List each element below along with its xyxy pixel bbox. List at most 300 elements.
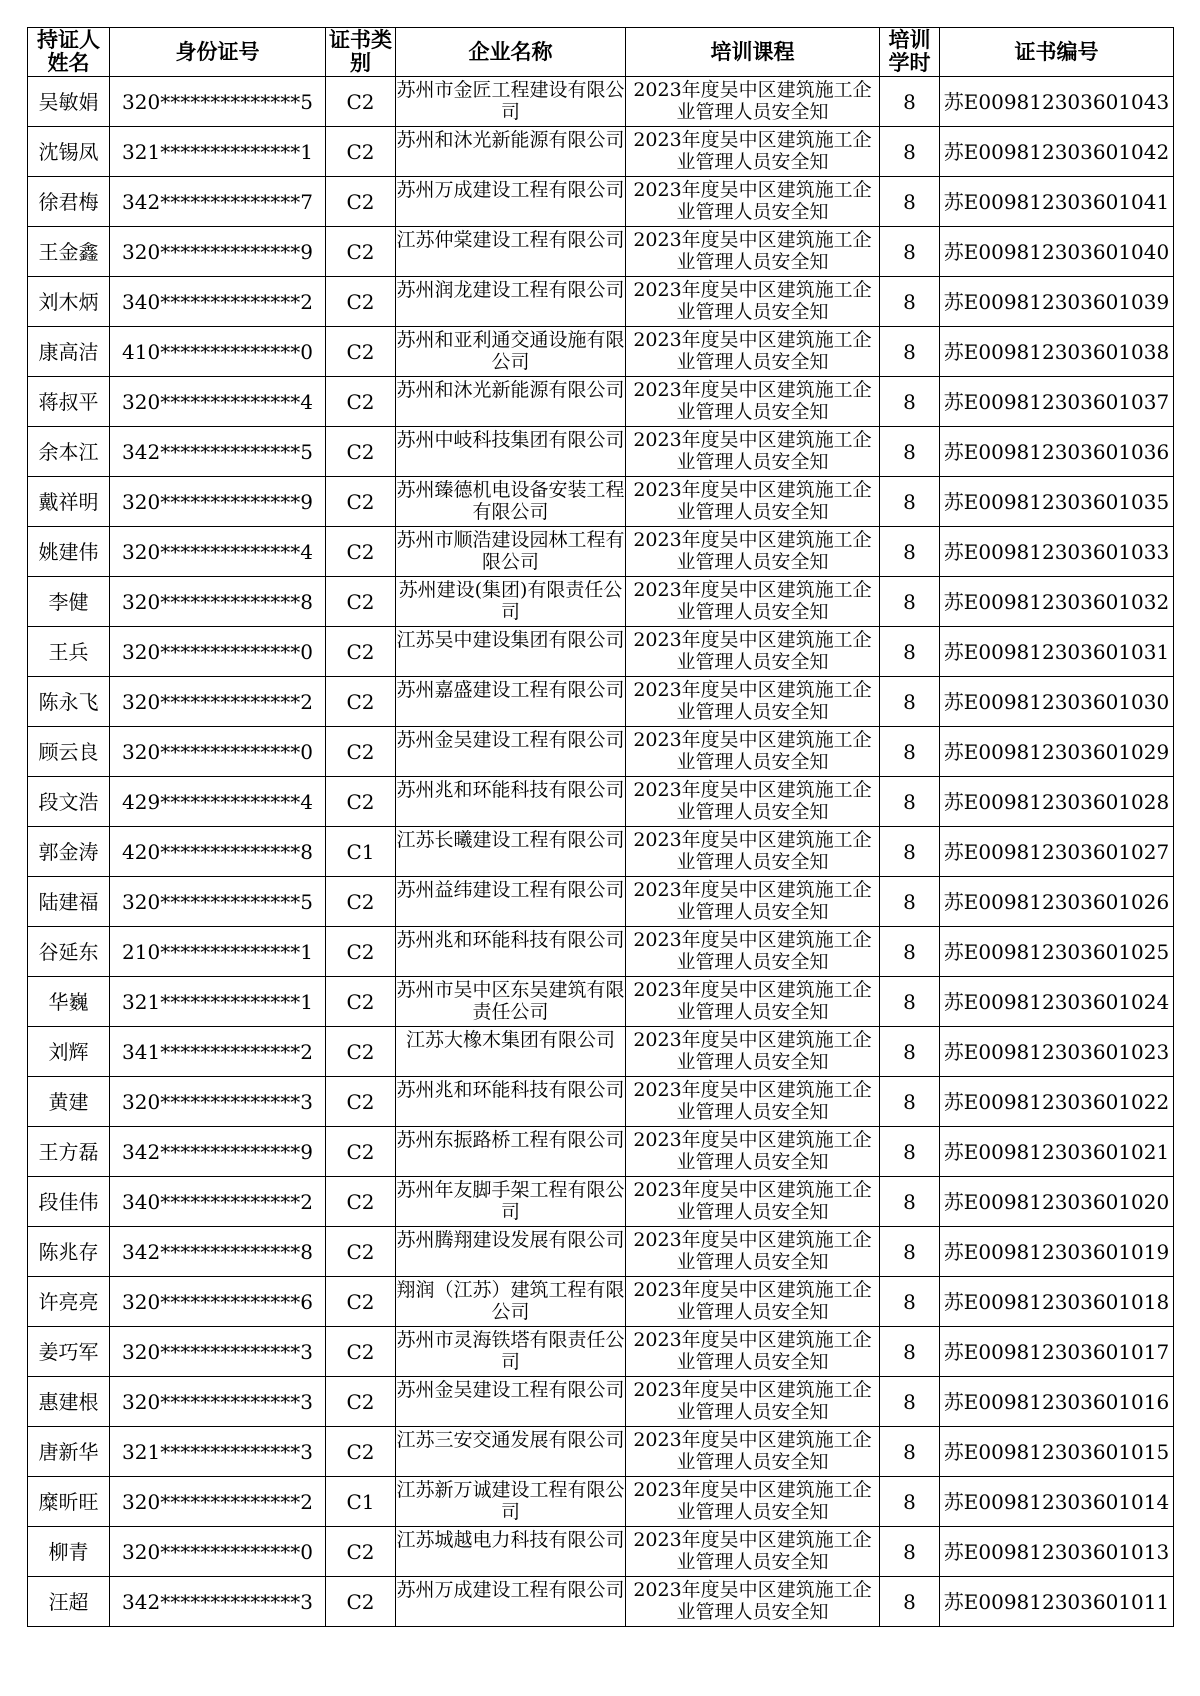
holder-name-cell-text: 王金鑫: [38, 240, 99, 264]
id-number-cell-text: 340**************2: [122, 1190, 313, 1214]
cert-type-cell-text: C2: [346, 1340, 375, 1364]
id-number-cell: [110, 227, 326, 277]
course-cell: [626, 177, 880, 227]
id-number-cell-text: 320**************2: [122, 1490, 313, 1514]
cert-type-cell: [326, 1527, 396, 1577]
cert-type-cell-text: C2: [346, 590, 375, 614]
id-number-cell: [110, 477, 326, 527]
course-cell-text: 2023年度吴中区建筑施工企业管理人员安全知: [633, 79, 872, 123]
hours-cell-text: 8: [903, 1040, 916, 1064]
table-row: [28, 827, 1174, 877]
holder-name-cell: [28, 227, 110, 277]
course-cell: [626, 127, 880, 177]
course-cell-text: 2023年度吴中区建筑施工企业管理人员安全知: [633, 779, 872, 823]
course-cell-text: 2023年度吴中区建筑施工企业管理人员安全知: [633, 1429, 872, 1473]
cert-number-cell: [940, 1127, 1174, 1177]
hours-cell: [880, 627, 940, 677]
id-number-cell-text: 429**************4: [122, 790, 313, 814]
cert-type-cell: [326, 1577, 396, 1627]
id-number-cell-text: 342**************8: [122, 1240, 313, 1264]
id-number-cell: [110, 1077, 326, 1127]
id-number-cell-text: 320**************9: [122, 490, 313, 514]
hours-cell-text: 8: [903, 1240, 916, 1264]
id-number-cell-text: 410**************0: [122, 340, 313, 364]
hours-cell-text: 8: [903, 90, 916, 114]
id-number-cell-text: 321**************3: [122, 1440, 313, 1464]
course-cell: [626, 1277, 880, 1327]
hours-cell-text: 8: [903, 1340, 916, 1364]
cert-type-cell: [326, 977, 396, 1027]
course-cell: [626, 427, 880, 477]
header-holder-name: 持证人姓名: [28, 28, 110, 77]
course-cell: [626, 727, 880, 777]
holder-name-cell-text: 刘辉: [48, 1040, 89, 1064]
company-cell: [396, 1527, 626, 1577]
course-cell-text: 2023年度吴中区建筑施工企业管理人员安全知: [633, 679, 872, 723]
hours-cell-text: 8: [903, 840, 916, 864]
cert-type-cell: [326, 427, 396, 477]
table-row: [28, 877, 1174, 927]
hours-cell-text: 8: [903, 540, 916, 564]
company-cell-text: 苏州益纬建设工程有限公司: [396, 879, 625, 901]
id-number-cell-text: 320**************5: [122, 890, 313, 914]
holder-name-cell-text: 蒋叔平: [38, 390, 99, 414]
table-body: [28, 77, 1174, 1627]
cert-number-cell: [940, 127, 1174, 177]
table-row: [28, 377, 1174, 427]
holder-name-cell-text: 姚建伟: [38, 540, 99, 564]
course-cell: [626, 77, 880, 127]
cert-number-cell-text: 苏E009812303601020: [943, 1190, 1170, 1214]
cert-number-cell-text: 苏E009812303601039: [943, 290, 1170, 314]
id-number-cell: [110, 1327, 326, 1377]
holder-name-cell: [28, 127, 110, 177]
id-number-cell: [110, 777, 326, 827]
company-cell-text: 苏州金吴建设工程有限公司: [396, 729, 625, 751]
hours-cell-text: 8: [903, 1490, 916, 1514]
hours-cell: [880, 277, 940, 327]
course-cell: [626, 1027, 880, 1077]
holder-name-cell-text: 李健: [48, 590, 89, 614]
id-number-cell-text: 342**************5: [122, 440, 313, 464]
cert-type-cell: [326, 177, 396, 227]
company-cell-text: 苏州年友脚手架工程有限公司: [396, 1179, 625, 1223]
holder-name-cell-text: 沈锡凤: [38, 140, 99, 164]
company-cell-text: 苏州市灵海铁塔有限责任公司: [396, 1329, 625, 1373]
id-number-cell: [110, 177, 326, 227]
holder-name-cell-text: 柳青: [48, 1540, 89, 1564]
holder-name-cell-text: 刘木炳: [38, 290, 99, 314]
course-cell: [626, 377, 880, 427]
cert-type-cell: [326, 577, 396, 627]
hours-cell: [880, 1127, 940, 1177]
hours-cell: [880, 127, 940, 177]
cert-number-cell-text: 苏E009812303601028: [943, 790, 1170, 814]
id-number-cell-text: 320**************2: [122, 690, 313, 714]
id-number-cell: [110, 427, 326, 477]
holder-name-cell-text: 段文浩: [38, 790, 99, 814]
cert-number-cell: [940, 727, 1174, 777]
course-cell: [626, 977, 880, 1027]
course-cell: [626, 1177, 880, 1227]
company-cell-text: 苏州建设(集团)有限责任公司: [398, 579, 623, 623]
company-cell: [396, 1077, 626, 1127]
course-cell-text: 2023年度吴中区建筑施工企业管理人员安全知: [633, 979, 872, 1023]
hours-cell-text: 8: [903, 140, 916, 164]
company-cell-text: 翔润（江苏）建筑工程有限公司: [396, 1279, 625, 1323]
cert-type-cell: [326, 1477, 396, 1527]
cert-type-cell: [326, 727, 396, 777]
id-number-cell: [110, 1277, 326, 1327]
id-number-cell: [110, 1127, 326, 1177]
course-cell: [626, 477, 880, 527]
hours-cell: [880, 727, 940, 777]
cert-type-cell: [326, 1077, 396, 1127]
hours-cell: [880, 577, 940, 627]
id-number-cell: [110, 1027, 326, 1077]
header-row: [28, 28, 1174, 77]
course-cell: [626, 1427, 880, 1477]
cert-number-cell-text: 苏E009812303601025: [943, 940, 1170, 964]
table-row: [28, 177, 1174, 227]
table-row: [28, 627, 1174, 677]
hours-cell-text: 8: [903, 890, 916, 914]
table-row: [28, 777, 1174, 827]
holder-name-cell: [28, 627, 110, 677]
holder-name-cell-text: 姜巧军: [38, 1340, 99, 1364]
cert-type-cell-text: C2: [346, 1590, 375, 1614]
cert-type-cell: [326, 227, 396, 277]
hours-cell-text: 8: [903, 290, 916, 314]
holder-name-cell: [28, 77, 110, 127]
hours-cell-text: 8: [903, 740, 916, 764]
hours-cell-text: 8: [903, 1440, 916, 1464]
hours-cell: [880, 1427, 940, 1477]
company-cell: [396, 527, 626, 577]
cert-number-cell-text: 苏E009812303601029: [943, 740, 1170, 764]
hours-cell: [880, 1177, 940, 1227]
id-number-cell-text: 342**************7: [122, 190, 313, 214]
cert-number-cell: [940, 377, 1174, 427]
company-cell-text: 江苏仲棠建设工程有限公司: [396, 229, 625, 251]
cert-type-cell-text: C1: [346, 840, 375, 864]
course-cell: [626, 327, 880, 377]
course-cell-text: 2023年度吴中区建筑施工企业管理人员安全知: [633, 1329, 872, 1373]
cert-type-cell: [326, 277, 396, 327]
cert-type-cell-text: C2: [346, 490, 375, 514]
course-cell-text: 2023年度吴中区建筑施工企业管理人员安全知: [633, 1229, 872, 1273]
cert-type-cell-text: C2: [346, 1090, 375, 1114]
course-cell: [626, 1577, 880, 1627]
certificate-roster-table: [27, 27, 1174, 1627]
company-cell-text: 苏州市吴中区东吴建筑有限责任公司: [396, 979, 625, 1023]
course-cell: [626, 877, 880, 927]
cert-number-cell: [940, 977, 1174, 1027]
holder-name-cell-text: 华巍: [48, 990, 89, 1014]
id-number-cell-text: 320**************4: [122, 540, 313, 564]
holder-name-cell: [28, 427, 110, 477]
company-cell-text: 苏州和沐光新能源有限公司: [396, 129, 625, 151]
hours-cell-text: 8: [903, 990, 916, 1014]
hours-cell: [880, 1527, 940, 1577]
header-cert-number: 证书编号: [940, 28, 1174, 77]
course-cell-text: 2023年度吴中区建筑施工企业管理人员安全知: [633, 1579, 872, 1623]
holder-name-cell: [28, 1427, 110, 1477]
hours-cell: [880, 1577, 940, 1627]
cert-number-cell: [940, 1477, 1174, 1527]
id-number-cell-text: 320**************0: [122, 640, 313, 664]
cert-type-cell-text: C2: [346, 740, 375, 764]
id-number-cell: [110, 277, 326, 327]
holder-name-cell: [28, 727, 110, 777]
hours-cell-text: 8: [903, 390, 916, 414]
holder-name-cell-text: 段佳伟: [38, 1190, 99, 1214]
company-cell: [396, 1127, 626, 1177]
holder-name-cell: [28, 1227, 110, 1277]
cert-number-cell-text: 苏E009812303601030: [943, 690, 1170, 714]
holder-name-cell: [28, 527, 110, 577]
cert-type-cell: [326, 1127, 396, 1177]
cert-type-cell: [326, 1277, 396, 1327]
cert-type-cell: [326, 827, 396, 877]
hours-cell-text: 8: [903, 440, 916, 464]
hours-cell-text: 8: [903, 490, 916, 514]
holder-name-cell: [28, 577, 110, 627]
table-row: [28, 1127, 1174, 1177]
hours-cell: [880, 77, 940, 127]
cert-number-cell: [940, 1227, 1174, 1277]
holder-name-cell-text: 唐新华: [38, 1440, 99, 1464]
cert-type-cell-text: C2: [346, 190, 375, 214]
id-number-cell-text: 342**************3: [122, 1590, 313, 1614]
hours-cell-text: 8: [903, 790, 916, 814]
hours-cell-text: 8: [903, 1140, 916, 1164]
cert-number-cell-text: 苏E009812303601014: [943, 1490, 1170, 1514]
holder-name-cell: [28, 677, 110, 727]
hours-cell: [880, 427, 940, 477]
hours-cell: [880, 1377, 940, 1427]
id-number-cell: [110, 627, 326, 677]
id-number-cell: [110, 677, 326, 727]
holder-name-cell: [28, 1077, 110, 1127]
course-cell: [626, 1077, 880, 1127]
hours-cell: [880, 377, 940, 427]
cert-number-cell: [940, 177, 1174, 227]
id-number-cell-text: 320**************3: [122, 1390, 313, 1414]
course-cell: [626, 1477, 880, 1527]
company-cell-text: 江苏三安交通发展有限公司: [396, 1429, 625, 1451]
cert-type-cell: [326, 527, 396, 577]
cert-type-cell: [326, 1027, 396, 1077]
cert-type-cell-text: C2: [346, 1390, 375, 1414]
table-row: [28, 427, 1174, 477]
table-row: [28, 727, 1174, 777]
header-company: 企业名称: [396, 28, 626, 77]
cert-type-cell: [326, 127, 396, 177]
hours-cell: [880, 477, 940, 527]
table-row: [28, 477, 1174, 527]
cert-number-cell-text: 苏E009812303601016: [943, 1390, 1170, 1414]
holder-name-cell: [28, 977, 110, 1027]
company-cell: [396, 1177, 626, 1227]
table-row: [28, 1527, 1174, 1577]
cert-type-cell-text: C2: [346, 890, 375, 914]
id-number-cell-text: 320**************0: [122, 1540, 313, 1564]
cert-number-cell: [940, 1377, 1174, 1427]
id-number-cell-text: 320**************0: [122, 740, 313, 764]
header-cert-type: 证书类别: [326, 28, 396, 77]
company-cell: [396, 927, 626, 977]
cert-number-cell-text: 苏E009812303601041: [943, 190, 1170, 214]
course-cell: [626, 577, 880, 627]
header-id-number: 身份证号: [110, 28, 326, 77]
holder-name-cell: [28, 927, 110, 977]
holder-name-cell: [28, 777, 110, 827]
id-number-cell: [110, 577, 326, 627]
cert-type-cell: [326, 627, 396, 677]
company-cell: [396, 177, 626, 227]
course-cell-text: 2023年度吴中区建筑施工企业管理人员安全知: [633, 1079, 872, 1123]
holder-name-cell: [28, 1377, 110, 1427]
company-cell: [396, 777, 626, 827]
id-number-cell-text: 420**************8: [122, 840, 313, 864]
cert-number-cell: [940, 927, 1174, 977]
hours-cell-text: 8: [903, 690, 916, 714]
course-cell-text: 2023年度吴中区建筑施工企业管理人员安全知: [633, 329, 872, 373]
company-cell-text: 苏州市金匠工程建设有限公司: [396, 79, 625, 123]
id-number-cell: [110, 827, 326, 877]
cert-number-cell: [940, 827, 1174, 877]
company-cell: [396, 1277, 626, 1327]
table-row: [28, 1477, 1174, 1527]
id-number-cell-text: 320**************9: [122, 240, 313, 264]
cert-number-cell: [940, 677, 1174, 727]
company-cell: [396, 677, 626, 727]
hours-cell: [880, 1277, 940, 1327]
course-cell: [626, 1127, 880, 1177]
cert-number-cell-text: 苏E009812303601013: [943, 1540, 1170, 1564]
id-number-cell-text: 320**************5: [122, 90, 313, 114]
course-cell-text: 2023年度吴中区建筑施工企业管理人员安全知: [633, 1179, 872, 1223]
course-cell-text: 2023年度吴中区建筑施工企业管理人员安全知: [633, 1279, 872, 1323]
cert-type-cell: [326, 327, 396, 377]
header-course: 培训课程: [626, 28, 880, 77]
company-cell-text: 苏州和亚利通交通设施有限公司: [396, 329, 625, 373]
company-cell-text: 苏州腾翔建设发展有限公司: [396, 1229, 625, 1251]
cert-type-cell: [326, 377, 396, 427]
cert-number-cell: [940, 627, 1174, 677]
holder-name-cell: [28, 877, 110, 927]
hours-cell-text: 8: [903, 640, 916, 664]
holder-name-cell-text: 许亮亮: [38, 1290, 99, 1314]
id-number-cell-text: 320**************3: [122, 1340, 313, 1364]
course-cell-text: 2023年度吴中区建筑施工企业管理人员安全知: [633, 229, 872, 273]
holder-name-cell-text: 陈永飞: [38, 690, 99, 714]
cert-number-cell: [940, 1077, 1174, 1127]
company-cell-text: 苏州万成建设工程有限公司: [396, 179, 625, 201]
course-cell: [626, 927, 880, 977]
company-cell-text: 苏州和沐光新能源有限公司: [396, 379, 625, 401]
company-cell-text: 江苏新万诚建设工程有限公司: [396, 1479, 625, 1523]
table-row: [28, 127, 1174, 177]
cert-type-cell: [326, 1427, 396, 1477]
course-cell: [626, 527, 880, 577]
holder-name-cell-text: 徐君梅: [38, 190, 99, 214]
table-row: [28, 327, 1174, 377]
cert-type-cell-text: C2: [346, 240, 375, 264]
company-cell-text: 苏州东振路桥工程有限公司: [396, 1129, 625, 1151]
id-number-cell: [110, 877, 326, 927]
cert-number-cell: [940, 877, 1174, 927]
course-cell: [626, 627, 880, 677]
course-cell: [626, 1327, 880, 1377]
cert-type-cell: [326, 1327, 396, 1377]
company-cell: [396, 877, 626, 927]
course-cell: [626, 1227, 880, 1277]
course-cell-text: 2023年度吴中区建筑施工企业管理人员安全知: [633, 179, 872, 223]
table-row: [28, 677, 1174, 727]
cert-number-cell-text: 苏E009812303601024: [943, 990, 1170, 1014]
holder-name-cell-text: 陈兆存: [38, 1240, 99, 1264]
cert-type-cell-text: C2: [346, 1540, 375, 1564]
course-cell: [626, 1527, 880, 1577]
hours-cell: [880, 1477, 940, 1527]
table-row: [28, 1277, 1174, 1327]
holder-name-cell-text: 黄建: [48, 1090, 89, 1114]
cert-type-cell-text: C2: [346, 1190, 375, 1214]
course-cell: [626, 677, 880, 727]
id-number-cell: [110, 1227, 326, 1277]
course-cell-text: 2023年度吴中区建筑施工企业管理人员安全知: [633, 879, 872, 923]
id-number-cell: [110, 377, 326, 427]
cert-number-cell-text: 苏E009812303601019: [943, 1240, 1170, 1264]
table-row: [28, 227, 1174, 277]
cert-number-cell: [940, 1177, 1174, 1227]
id-number-cell: [110, 77, 326, 127]
company-cell: [396, 227, 626, 277]
holder-name-cell: [28, 1477, 110, 1527]
cert-type-cell-text: C2: [346, 1040, 375, 1064]
cert-number-cell-text: 苏E009812303601026: [943, 890, 1170, 914]
id-number-cell: [110, 1177, 326, 1227]
id-number-cell-text: 320**************8: [122, 590, 313, 614]
course-cell-text: 2023年度吴中区建筑施工企业管理人员安全知: [633, 279, 872, 323]
cert-type-cell-text: C2: [346, 340, 375, 364]
cert-type-cell-text: C1: [346, 1490, 375, 1514]
cert-type-cell-text: C2: [346, 1240, 375, 1264]
hours-cell: [880, 677, 940, 727]
holder-name-cell: [28, 327, 110, 377]
hours-cell: [880, 1027, 940, 1077]
id-number-cell: [110, 527, 326, 577]
cert-number-cell-text: 苏E009812303601035: [943, 490, 1170, 514]
id-number-cell: [110, 1477, 326, 1527]
cert-type-cell: [326, 477, 396, 527]
holder-name-cell-text: 王兵: [48, 640, 89, 664]
holder-name-cell-text: 谷延东: [38, 940, 99, 964]
cert-number-cell-text: 苏E009812303601042: [943, 140, 1170, 164]
course-cell-text: 2023年度吴中区建筑施工企业管理人员安全知: [633, 429, 872, 473]
hours-cell-text: 8: [903, 190, 916, 214]
id-number-cell-text: 320**************4: [122, 390, 313, 414]
holder-name-cell: [28, 827, 110, 877]
hours-cell: [880, 977, 940, 1027]
id-number-cell: [110, 977, 326, 1027]
course-cell-text: 2023年度吴中区建筑施工企业管理人员安全知: [633, 629, 872, 673]
holder-name-cell-text: 吴敏娟: [38, 90, 99, 114]
header-hours: 培训学时: [880, 28, 940, 77]
id-number-cell-text: 210**************1: [122, 940, 313, 964]
